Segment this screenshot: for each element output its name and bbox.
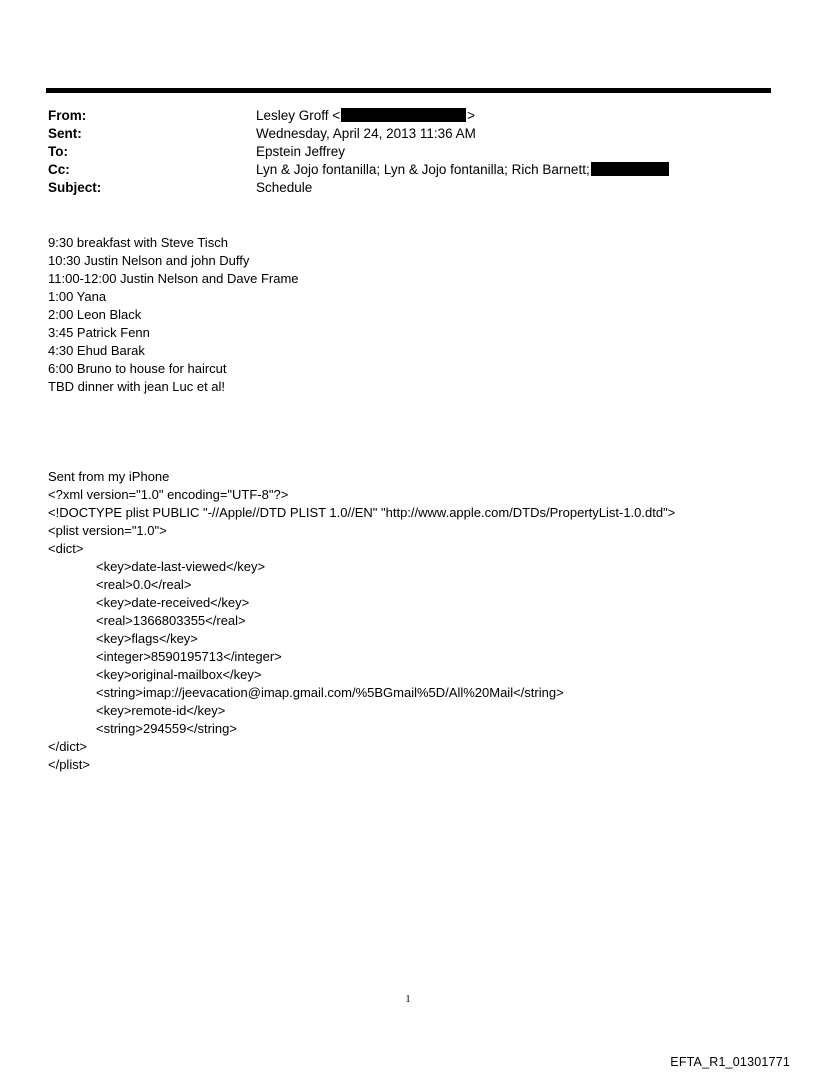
page-number: 1 [405,993,411,1005]
plist-entry: <integer>8590195713</integer> [96,649,282,664]
from-name: Lesley Groff < [256,108,341,123]
cc-value [256,161,768,179]
plist-xml-decl: <?xml version="1.0" encoding="UTF-8"?> [48,487,289,502]
schedule-item: 10:30 Justin Nelson and john Duffy [48,253,250,268]
from-value [256,107,768,125]
schedule-item: 11:00-12:00 Justin Nelson and Dave Frame [48,271,299,286]
plist-entry: <real>0.0</real> [96,577,192,592]
plist-entry: <key>original-mailbox</key> [96,667,262,682]
schedule-item: 4:30 Ehud Barak [48,343,145,358]
cc-row [48,161,768,179]
subject-row [48,179,768,197]
schedule-item: TBD dinner with jean Luc et al! [48,379,226,394]
email-header [48,107,768,197]
redacted-email [341,108,466,122]
cc-label: Cc: [48,162,70,177]
signature: Sent from my iPhone [48,469,170,484]
plist-entry: <key>flags</key> [96,631,198,646]
email-body [48,234,768,774]
schedule-item: 6:00 Bruno to house for haircut [48,361,227,376]
subject-value: Schedule [256,180,313,195]
schedule-item: 1:00 Yana [48,289,107,304]
from-label: From: [48,108,87,123]
dict-open: <dict> [48,541,84,556]
sent-value: Wednesday, April 24, 2013 11:36 AM [256,126,476,141]
to-label: To: [48,144,68,159]
plist-entry: <key>date-last-viewed</key> [96,559,266,574]
plist-entry: <key>remote-id</key> [96,703,226,718]
from-row [48,107,768,125]
schedule-item: 9:30 breakfast with Steve Tisch [48,235,228,250]
schedule-item: 3:45 Patrick Fenn [48,325,150,340]
sent-label: Sent: [48,126,82,141]
from-close: > [467,108,476,123]
cc-text: Lyn & Jojo fontanilla; Lyn & Jojo fontanilla; Rich Barnett; [256,162,590,177]
header-rule [46,88,771,93]
plist-entry: <string>294559</string> [96,721,237,736]
document-id: EFTA_R1_01301771 [670,1055,790,1069]
plist-close: </plist> [48,757,90,772]
plist-entry: <real>1366803355</real> [96,613,246,628]
plist-open: <plist version="1.0"> [48,523,167,538]
body-spacer [48,396,768,468]
plist-entry: <string>imap://jeevacation@imap.gmail.com/%5BGmail%5D/All%20Mail</string> [96,685,564,700]
plist-entry: <key>date-received</key> [96,595,250,610]
redacted-cc [591,162,669,176]
subject-label: Subject: [48,180,102,195]
schedule-item: 2:00 Leon Black [48,307,142,322]
to-row [48,143,768,161]
sent-row [48,125,768,143]
to-value: Epstein Jeffrey [256,144,346,159]
plist-doctype: <!DOCTYPE plist PUBLIC "-//Apple//DTD PLIST 1.0//EN" "http://www.apple.com/DTDs/PropertyList-1.0.dtd"> [48,505,676,520]
dict-close: </dict> [48,739,88,754]
